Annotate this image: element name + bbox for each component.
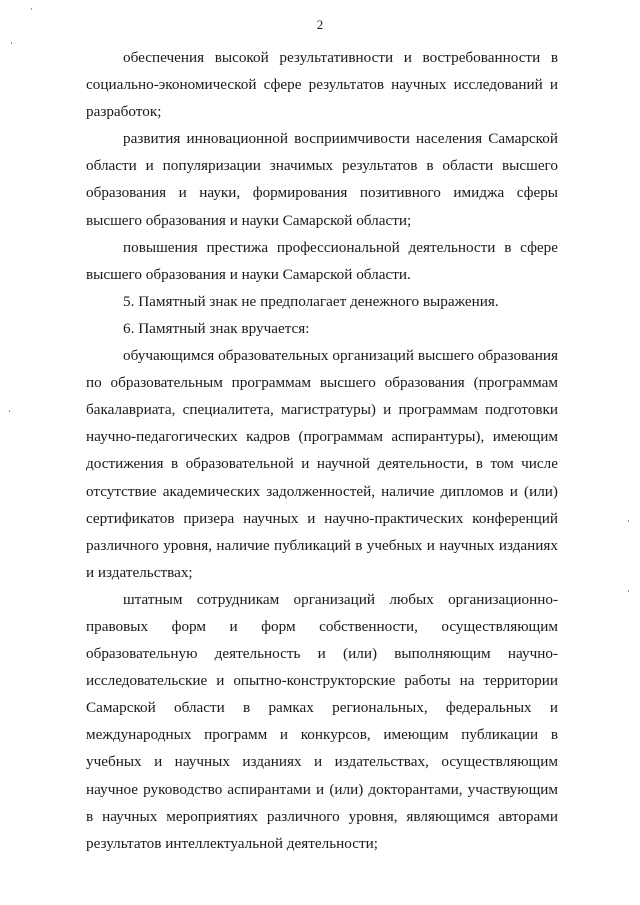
paragraph-line: по образовательным программам высшего образования (программам <box>86 374 558 392</box>
paragraph-line: развития инновационной восприимчивости населения Самарской <box>123 130 558 148</box>
paragraph-line: высшего образования и науки Самарской области. <box>86 265 411 283</box>
scan-mark <box>31 8 32 10</box>
paragraph-line: 6. Памятный знак вручается: <box>123 319 310 337</box>
paragraph-line: достижения в образовательной и научной деятельности, в том числе <box>86 455 558 473</box>
paragraph <box>86 586 558 857</box>
paragraph <box>86 234 558 288</box>
paragraph-line: высшего образования и науки Самарской области; <box>86 211 412 229</box>
document-body <box>86 44 558 857</box>
paragraph-line: повышения престижа профессиональной деятельности в сфере <box>123 238 558 256</box>
scan-mark <box>9 410 10 412</box>
scan-mark <box>628 520 629 522</box>
paragraph-line: в научных мероприятиях различного уровня, являющимся авторами <box>86 807 558 825</box>
paragraph-line: 5. Памятный знак не предполагает денежного выражения. <box>123 292 499 310</box>
paragraph-line: разработок; <box>86 103 162 121</box>
paragraph-line: результатов интеллектуальной деятельности; <box>86 834 378 852</box>
paragraph-line: образовательную деятельность и (или) выполняющим научно- <box>86 645 558 663</box>
paragraph-line: научное руководство аспирантами и (или) докторантами, участвующим <box>86 780 558 798</box>
paragraph <box>86 125 558 233</box>
paragraph-line: Самарской области в рамках региональных, федеральных и <box>86 699 558 717</box>
scan-mark <box>628 590 629 592</box>
scan-mark <box>11 42 12 44</box>
paragraph-line: штатным сотрудникам организаций любых организационно- <box>123 590 558 608</box>
paragraph <box>86 44 558 125</box>
paragraph-line: обучающимся образовательных организаций высшего образования <box>123 347 558 365</box>
page-number: 2 <box>316 17 324 32</box>
paragraph-line: образования и науки, формирования позитивного имиджа сферы <box>86 184 558 202</box>
paragraph <box>86 342 558 586</box>
paragraph-line: отсутствие академических задолженностей, наличие дипломов и (или) <box>86 482 558 500</box>
paragraph-line: социально-экономической сфере результатов научных исследований и <box>86 76 558 94</box>
paragraph-line: научно-педагогических кадров (программам аспирантуры), имеющим <box>86 428 558 446</box>
paragraph-line: обеспечения высокой результативности и востребованности в <box>123 49 558 66</box>
paragraph <box>86 315 558 342</box>
paragraph-line: бакалавриата, специалитета, магистратуры) и программам подготовки <box>86 401 558 419</box>
paragraph-line: различного уровня, наличие публикаций в учебных и научных изданиях <box>86 536 558 554</box>
paragraph-line: сертификатов призера научных и научно-практических конференций <box>86 509 558 527</box>
paragraph-line: международных программ и конкурсов, имеющим публикации в <box>86 726 558 744</box>
paragraph-line: учебных и научных изданиях и издательствах, осуществляющим <box>86 753 558 771</box>
paragraph-line: правовых форм и форм собственности, осуществляющим <box>86 617 558 635</box>
paragraph-line: области и популяризации значимых результатов в области высшего <box>86 157 558 175</box>
paragraph <box>86 288 558 315</box>
paragraph-line: исследовательские и опытно-конструкторские работы на территории <box>86 672 558 690</box>
paragraph-line: и издательствах; <box>86 563 193 581</box>
